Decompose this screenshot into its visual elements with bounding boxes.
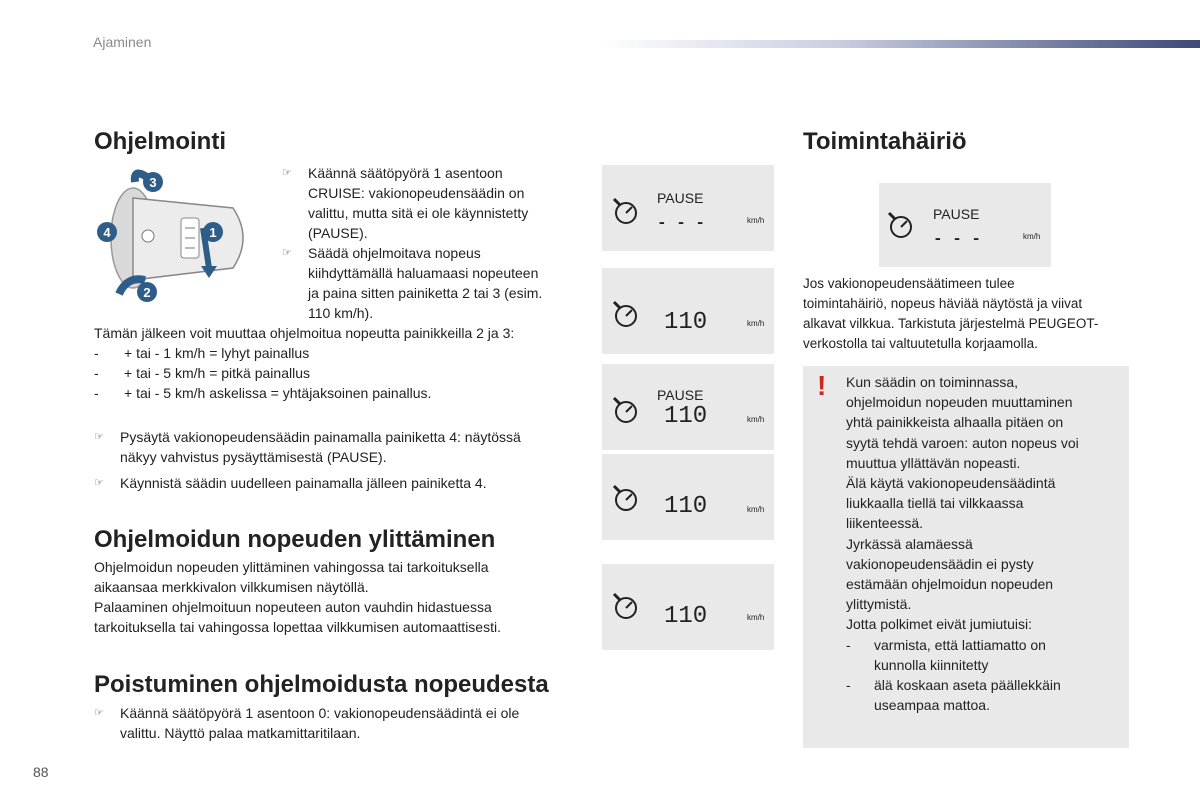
adjust-intro: Tämän jälkeen voit muuttaa ohjelmoitua nopeutta painikkeilla 2 ja 3:: [94, 325, 515, 341]
heading-poistuminen: Poistuminen ohjelmoidusta nopeudesta: [94, 671, 549, 698]
page-number: 88: [33, 764, 49, 780]
adjust-item: - + tai - 1 km/h = lyhyt painallus: [94, 345, 310, 361]
svg-text:km/h: km/h: [747, 505, 765, 514]
svg-text:PAUSE: PAUSE: [933, 206, 980, 222]
adjust-item: - + tai - 5 km/h askelissa = yhtäjaksoinen painallus.: [94, 385, 432, 401]
display-110-exit: [602, 564, 774, 650]
svg-text:110: 110: [664, 603, 708, 630]
ohjelmointi-stop: [94, 427, 584, 493]
bullet-exit: ☞ Käännä säätöpyörä 1 asentoon 0: vakionopeudensäädintä ei ole valittu. Näyttö palaa matkamittaritilaan.: [94, 705, 520, 741]
adjust-item: - + tai - 5 km/h = pitkä painallus: [94, 365, 310, 381]
svg-text:PAUSE: PAUSE: [657, 190, 704, 206]
ohjelmointi-adjust: [94, 323, 584, 403]
warning-box: [803, 366, 1129, 748]
bullet-select-cruise: ☞ Käännä säätöpyörä 1 asentoon CRUISE: vakionopeudensäädin on valittu, mutta sitä ei ole käynnistetty (PAUSE).: [282, 165, 529, 241]
section-header: Ajaminen: [93, 34, 152, 50]
svg-text:km/h: km/h: [747, 415, 765, 424]
poistuminen-text: [94, 703, 584, 743]
svg-text:110: 110: [664, 493, 708, 520]
display-110-blink: [602, 454, 774, 540]
svg-text:110: 110: [664, 309, 708, 336]
svg-text:PAUSE: PAUSE: [657, 387, 704, 403]
svg-text:km/h: km/h: [747, 216, 765, 225]
svg-text:- - -: - - -: [933, 230, 982, 248]
cruise-stalk-illustration: [93, 168, 273, 308]
heading-toimintahairio: Toimintahäiriö: [803, 128, 967, 155]
bullet-restart: ☞ Käynnistä säädin uudelleen painamalla jälleen painiketta 4.: [94, 475, 487, 491]
stalk-label-4: 4: [103, 225, 111, 240]
warning-dash-item: - älä koskaan aseta päällekkäin useampaa mattoa.: [846, 677, 1061, 714]
bullet-stop: ☞ Pysäytä vakionopeudensäädin painamalla painiketta 4: näytössä näkyy vahvistus pysäyttämisestä (PAUSE).: [94, 429, 521, 465]
heading-ylittaminen: Ohjelmoidun nopeuden ylittäminen: [94, 526, 496, 553]
warning-text: Kun säädin on toiminnassa, ohjelmoidun nopeuden muuttaminen yhtä painikkeista alhaalla pitäen on syytä tehdä varoen: auton nopeus voi muuttua yllättävän nopeasti. Älä käytä vakionopeudensäädintä liukkaalla tiellä tai vilkkaassa liikenteessä. Jyrkässä alamäessä vakionopeudensäädin ei pysty estämään ohjelmoidun nopeuden ylittymistä. Jotta polkimet eivät jumiutuisi: - varmista, että lattiamatto on kunnolla kiinnitetty - älä koskaan aseta päällekkäin useampaa mattoa.: [846, 372, 1116, 715]
bullet-marker: ☞: [282, 167, 292, 179]
warning-icon: !: [817, 370, 827, 401]
warning-dash-item: - varmista, että lattiamatto on kunnolla kiinnitetty: [846, 636, 1046, 673]
header-gradient-bar: [600, 40, 1200, 48]
ohjelmointi-bullets: [282, 163, 582, 323]
bullet-set-speed: ☞ Säädä ohjelmoitava nopeus kiihdyttämällä haluamaasi nopeuteen ja paina sitten painiketta 2 tai 3 (esim. 110 km/h).: [282, 245, 543, 321]
heading-ohjelmointi: Ohjelmointi: [94, 128, 226, 155]
stalk-label-3: 3: [149, 175, 157, 190]
svg-text:- - -: - - -: [657, 214, 706, 232]
display-pause-dashes: [602, 165, 774, 251]
svg-text:km/h: km/h: [747, 319, 765, 328]
svg-text:110: 110: [664, 403, 708, 430]
display-pause-110: [602, 364, 774, 450]
toimintahairio-text: Jos vakionopeudensäätimeen tulee toimintahäiriö, nopeus häviää näytöstä ja viivat alkavat vilkkua. Tarkistuta järjestelmä PEUGEOT- verkostolla tai valtuutetulla korjaamolla.: [803, 276, 1099, 351]
display-110: [602, 268, 774, 354]
ylittaminen-text: Ohjelmoidun nopeuden ylittäminen vahingossa tai tarkoituksella aikaansaa merkkivalon vilkkumisen näytöllä. Palaaminen ohjelmoituun nopeuteen auton vauhdin hidastuessa tarkoituksella tai vahingossa lopettaa vilkkumisen automaattisesti.: [94, 559, 501, 635]
svg-text:km/h: km/h: [1023, 232, 1041, 241]
stalk-label-2: 2: [143, 285, 151, 300]
bullet-marker: ☞: [282, 247, 292, 259]
svg-text:km/h: km/h: [747, 613, 765, 622]
display-malfunction: [879, 183, 1051, 267]
stalk-label-1: 1: [209, 225, 217, 240]
